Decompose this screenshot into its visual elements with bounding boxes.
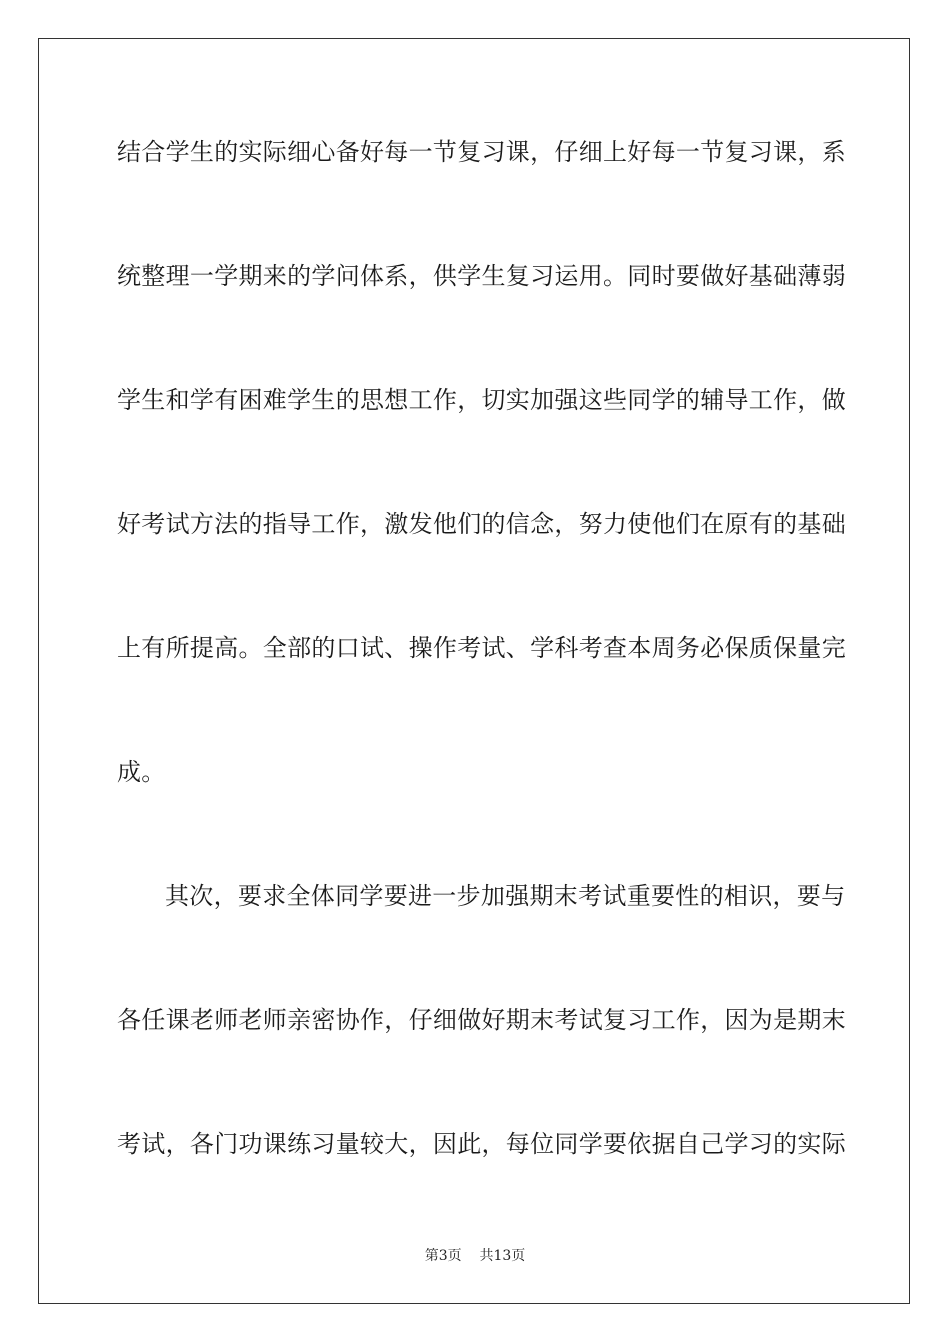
body-line-4: 好考试方法的指导工作，激发他们的信念，努力使他们在原有的基础 — [117, 510, 846, 538]
body-line-5: 上有所提高。全部的口试、操作考试、学科考查本周务必保质保量完 — [117, 634, 846, 662]
page-border — [38, 38, 910, 1304]
body-line-2: 统整理一学期来的学问体系，供学生复习运用。同时要做好基础薄弱 — [117, 262, 846, 290]
body-line-6: 成。 — [117, 758, 166, 786]
total-pages: 共13页 — [479, 1248, 526, 1264]
body-line-7: 其次，要求全体同学要进一步加强期末考试重要性的相识，要与 — [165, 882, 846, 910]
body-line-8: 各任课老师老师亲密协作，仔细做好期末考试复习工作，因为是期末 — [117, 1006, 846, 1034]
page-number: 第3页 — [424, 1248, 462, 1264]
body-line-9: 考试，各门功课练习量较大，因此，每位同学要依据自己学习的实际 — [117, 1130, 846, 1158]
body-line-3: 学生和学有困难学生的思想工作，切实加强这些同学的辅导工作，做 — [117, 386, 846, 414]
page-footer — [0, 1247, 950, 1265]
body-line-1: 结合学生的实际细心备好每一节复习课，仔细上好每一节复习课，系 — [117, 138, 846, 166]
